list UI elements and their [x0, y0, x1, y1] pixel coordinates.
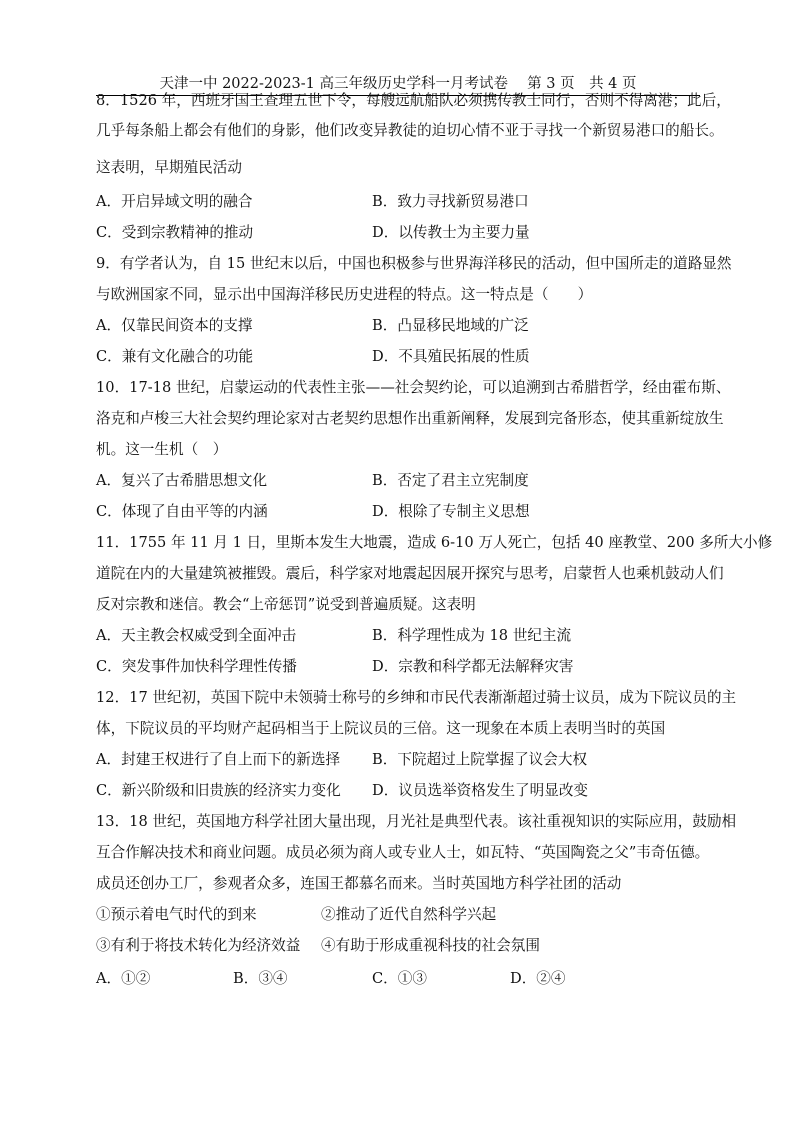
- q11-line-3: 反对宗教和迷信。教会“上帝惩罚”说受到普遍质疑。这表明: [96, 596, 476, 613]
- q10-option-c[interactable]: C．体现了自由平等的内涵: [96, 503, 268, 520]
- q8-option-c[interactable]: C．受到宗教精神的推动: [96, 224, 254, 241]
- q8-option-d[interactable]: D．以传教士为主要力量: [372, 224, 530, 241]
- q13-line-1: 13．18 世纪，英国地方科学社团大量出现，月光社是典型代表。该社重视知识的实际应用，鼓励相: [96, 813, 737, 830]
- q13-statement-3: ③有利于将技术转化为经济效益: [96, 937, 301, 954]
- q12-option-a[interactable]: A．封建王权进行了自上而下的新选择: [96, 751, 341, 768]
- q10-option-b[interactable]: B．否定了君主立宪制度: [372, 472, 529, 489]
- q9-line-1: 9．有学者认为，自 15 世纪末以后，中国也积极参与世界海洋移民的活动，但中国所走的道路显然: [96, 255, 732, 272]
- q9-option-d[interactable]: D．不具殖民拓展的性质: [372, 348, 530, 365]
- q8-option-b[interactable]: B．致力寻找新贸易港口: [372, 193, 529, 210]
- q9-option-a[interactable]: A．仅靠民间资本的支撑: [96, 317, 253, 334]
- q13-statement-2: ②推动了近代自然科学兴起: [321, 906, 497, 923]
- q11-option-c[interactable]: C．突发事件加快科学理性传播: [96, 658, 297, 675]
- q13-line-3: 成员还创办工厂，参观者众多，连国王都慕名而来。当时英国地方科学社团的活动: [96, 875, 622, 892]
- q9-option-b[interactable]: B．凸显移民地域的广泛: [372, 317, 529, 334]
- q10-option-a[interactable]: A．复兴了古希腊思想文化: [96, 472, 268, 489]
- q8-line-2: 几乎每条船上都会有他们的身影，他们改变异教徒的迫切心情不亚于寻找一个新贸易港口的船长。: [96, 122, 724, 139]
- q11-line-2: 道院在内的大量建筑被摧毁。震后，科学家对地震起因展开探究与思考，启蒙哲人也乘机鼓动人们: [96, 565, 724, 582]
- q9-line-2: 与欧洲国家不同，显示出中国海洋移民历史进程的特点。这一特点是（ ）: [96, 286, 593, 303]
- q13-statement-4: ④有助于形成重视科技的社会氛围: [321, 937, 540, 954]
- q10-line-2: 洛克和卢梭三大社会契约理论家对古老契约思想作出重新阐释，发展到完备形态，使其重新绽放生: [96, 410, 724, 427]
- q13-statement-1: ①预示着电气时代的到来: [96, 906, 257, 923]
- q12-line-2: 体，下院议员的平均财产起码相当于上院议员的三倍。这一现象在本质上表明当时的英国: [96, 720, 666, 737]
- q11-option-b[interactable]: B．科学理性成为 18 世纪主流: [372, 627, 572, 644]
- page-header: 天津一中 2022-2023-1 高三年级历史学科一月考试卷 第 3 页 共 4 页: [96, 73, 700, 96]
- q10-option-d[interactable]: D．根除了专制主义思想: [372, 503, 530, 520]
- q11-option-d[interactable]: D．宗教和科学都无法解释灾害: [372, 658, 574, 675]
- q11-option-a[interactable]: A．天主教会权威受到全面冲击: [96, 627, 297, 644]
- q8-line-1: 8．1526 年，西班牙国王查理五世下令，每艘远航船队必须携传教士同行，否则不得离港；此后，: [96, 92, 731, 109]
- q13-option-d[interactable]: D．②④: [510, 970, 566, 987]
- q9-option-c[interactable]: C．兼有文化融合的功能: [96, 348, 254, 365]
- q8-option-a[interactable]: A．开启异域文明的融合: [96, 193, 253, 210]
- q12-option-c[interactable]: C．新兴阶级和旧贵族的经济实力变化: [96, 782, 341, 799]
- q12-option-d[interactable]: D．议员选举资格发生了明显改变: [372, 782, 589, 799]
- q13-option-a[interactable]: A．①②: [96, 970, 151, 987]
- q11-line-1: 11．1755 年 11 月 1 日，里斯本发生大地震，造成 6-10 万人死亡，包括 40 座教堂、200 多所大小修: [96, 534, 773, 551]
- q13-option-b[interactable]: B．③④: [233, 970, 288, 987]
- q10-line-3: 机。这一生机（ ）: [96, 441, 228, 458]
- q13-option-c[interactable]: C．①③: [372, 970, 427, 987]
- q12-line-1: 12．17 世纪初，英国下院中未领骑士称号的乡绅和市民代表渐渐超过骑士议员，成为下院议员的主: [96, 689, 737, 706]
- q12-option-b[interactable]: B．下院超过上院掌握了议会大权: [372, 751, 588, 768]
- q13-line-2: 互合作解决技术和商业问题。成员必须为商人或专业人士，如瓦特、“英国陶瓷之父”韦奇伍德。: [96, 844, 710, 861]
- q8-line-3: 这表明，早期殖民活动: [96, 159, 242, 176]
- q10-line-1: 10．17-18 世纪，启蒙运动的代表性主张——社会契约论，可以追溯到古希腊哲学，经由霍布斯、: [96, 379, 731, 396]
